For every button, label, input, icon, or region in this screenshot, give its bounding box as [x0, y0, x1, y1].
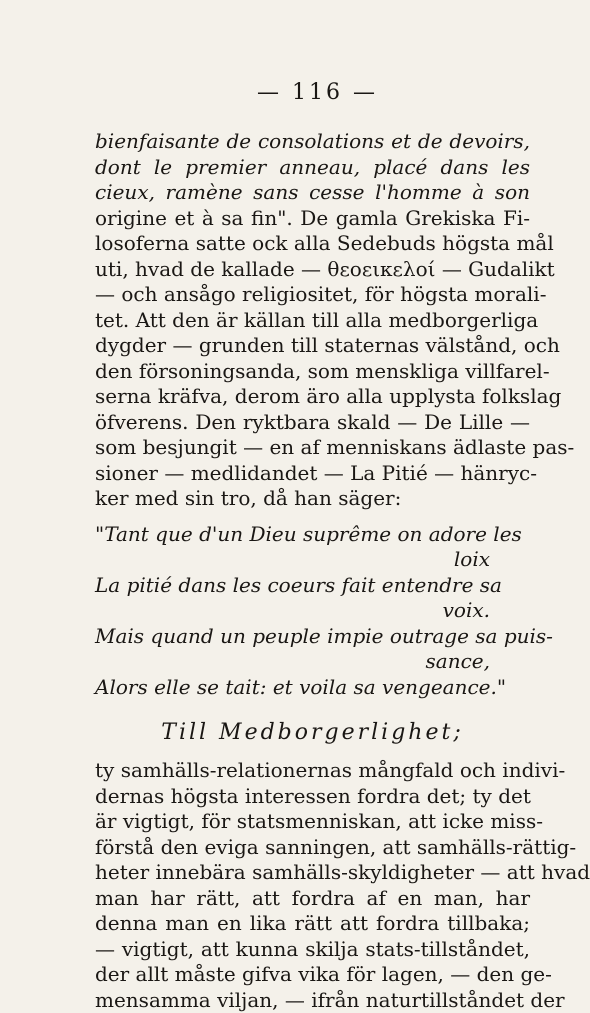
- text-line: förstå den eviga sanningen, att samhälls-rättig-: [95, 835, 530, 861]
- text-line: man har rätt, att fordra af en man, har: [95, 886, 530, 912]
- text-line: dernas högsta interessen fordra det; ty det: [95, 784, 530, 810]
- text-line: sioner — medlidandet — La Pitié — hänryc-: [95, 461, 530, 487]
- page-number: — 116 —: [95, 80, 530, 105]
- poem-line: loix: [95, 547, 530, 573]
- text-line: uti, hvad de kallade — θεοεικελοί — Gudalikt: [95, 257, 530, 283]
- text-line: losoferna satte ock alla Sedebuds högsta mål: [95, 231, 530, 257]
- text-line: denna man en lika rätt att fordra tillbaka;: [95, 911, 530, 937]
- text-line: ty samhälls-relationernas mångfald och indivi-: [95, 758, 530, 784]
- section-heading: Till Medborgerlighet;: [95, 718, 530, 748]
- text-line: — vigtigt, att kunna skilja stats-tillståndet,: [95, 937, 530, 963]
- text-line: den försoningsanda, som menskliga villfarel-: [95, 359, 530, 385]
- poem-line: voix.: [95, 598, 530, 624]
- text-line: serna kräfva, derom äro alla upplysta folkslag: [95, 384, 530, 410]
- text-line: ker med sin tro, då han säger:: [95, 486, 530, 512]
- poem-line: La pitié dans les coeurs fait entendre sa: [95, 573, 530, 599]
- paragraph-2: [95, 758, 530, 1013]
- text-line: der allt måste gifva vika för lagen, — den ge-: [95, 962, 530, 988]
- text-line: mensamma viljan, — ifrån naturtillståndet der: [95, 988, 530, 1013]
- poem-quote: [95, 522, 530, 701]
- poem-line: sance,: [95, 649, 530, 675]
- paragraph-1: [95, 129, 530, 512]
- text-line: är vigtigt, för statsmenniskan, att icke miss-: [95, 809, 530, 835]
- text-line: bienfaisante de consolations et de devoirs,: [95, 129, 530, 155]
- poem-line: Mais quand un peuple impie outrage sa puis-: [95, 624, 530, 650]
- text-line: som besjungit — en af menniskans ädlaste pas-: [95, 435, 530, 461]
- text-line: origine et à sa fin". De gamla Grekiska Fi-: [95, 206, 530, 232]
- text-line: öfverens. Den ryktbara skald — De Lille —: [95, 410, 530, 436]
- poem-line: "Tant que d'un Dieu suprême on adore les: [95, 522, 530, 548]
- text-line: heter innebära samhälls-skyldigheter — att hvad: [95, 860, 530, 886]
- spacer: [95, 512, 530, 522]
- text-line: tet. Att den är källan till alla medborgerliga: [95, 308, 530, 334]
- text-line: dygder — grunden till staternas välstånd, och: [95, 333, 530, 359]
- text-line: dont le premier anneau, placé dans les: [95, 155, 530, 181]
- text-line: — och ansågo religiositet, för högsta morali-: [95, 282, 530, 308]
- poem-line: Alors elle se tait: et voila sa vengeance.": [95, 675, 530, 701]
- text-line: cieux, ramène sans cesse l'homme à son: [95, 180, 530, 206]
